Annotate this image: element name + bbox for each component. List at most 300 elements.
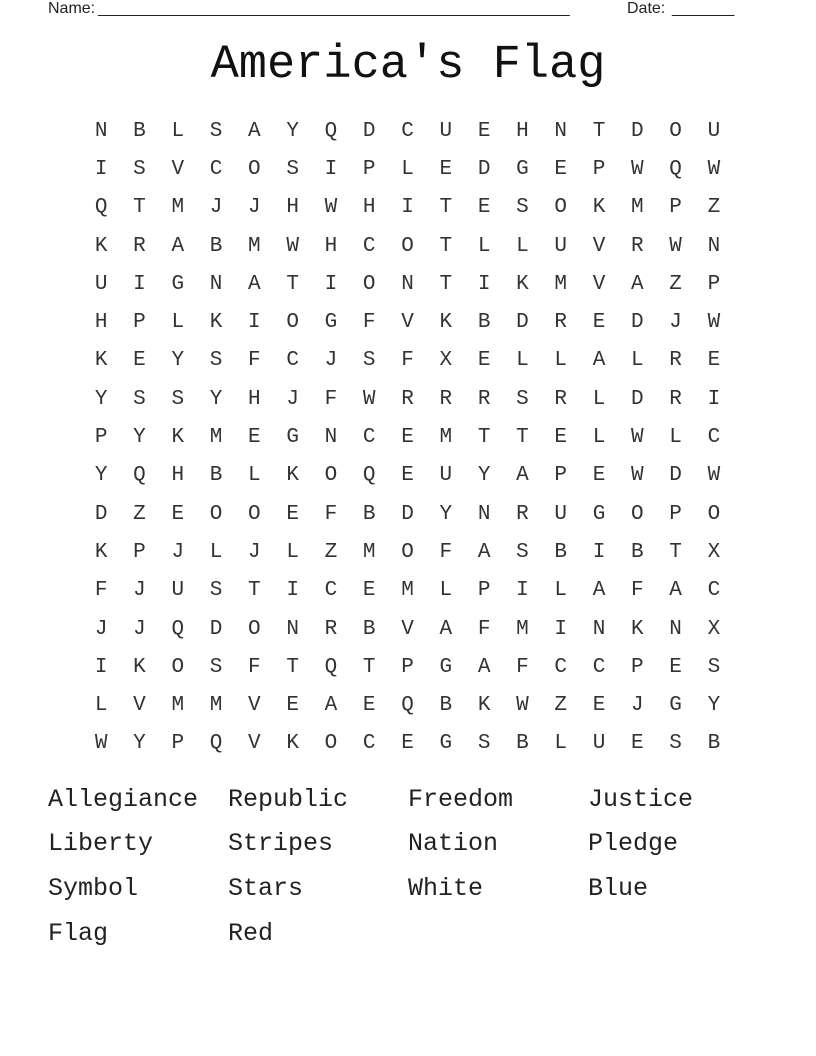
grid-letter: S	[516, 387, 529, 411]
grid-letter: N	[477, 502, 491, 526]
grid-letter: X	[707, 540, 721, 564]
grid-letter: S	[477, 732, 491, 756]
word-bank-item: Allegiance	[48, 784, 199, 814]
grid-letter: O	[171, 655, 185, 679]
grid-letter: L	[401, 157, 414, 181]
grid-letter: B	[133, 119, 146, 143]
grid-letter: T	[439, 272, 453, 296]
grid-letter: P	[592, 157, 606, 181]
grid-letter: P	[707, 272, 721, 296]
grid-letter: O	[707, 502, 721, 526]
grid-letter: S	[362, 349, 376, 373]
page-title: America's Flag	[210, 39, 606, 92]
grid-letter: W	[707, 311, 721, 335]
word-bank-item: Stars	[228, 873, 304, 903]
grid-letter: U	[554, 234, 568, 258]
grid-letter: J	[133, 617, 146, 641]
grid-letter: I	[554, 617, 568, 641]
grid-letter: R	[554, 387, 568, 411]
grid-letter: Z	[133, 502, 146, 526]
grid-letter: S	[171, 387, 185, 411]
grid-letter: U	[439, 119, 453, 143]
grid-letter: V	[248, 732, 261, 756]
grid-letter: A	[477, 655, 491, 679]
grid-letter: U	[439, 464, 453, 488]
grid-letter: A	[248, 272, 261, 296]
grid-letter: T	[133, 196, 146, 220]
grid-letter: I	[286, 579, 299, 603]
word-bank-item: Symbol	[48, 873, 139, 903]
grid-letter: N	[669, 617, 682, 641]
grid-letter: E	[133, 349, 146, 373]
grid-letter: L	[554, 349, 568, 373]
word-bank-item: Stripes	[228, 829, 334, 859]
grid-letter: K	[592, 196, 606, 220]
grid-letter: G	[669, 694, 682, 718]
grid-letter: C	[707, 579, 721, 603]
grid-letter: E	[362, 694, 376, 718]
grid-letter: F	[324, 387, 338, 411]
grid-letter: E	[707, 349, 721, 373]
grid-letter: O	[324, 732, 338, 756]
grid-letter: W	[707, 464, 721, 488]
grid-letter: A	[324, 694, 338, 718]
grid-letter: T	[477, 426, 491, 450]
grid-letter: L	[669, 426, 682, 450]
grid-letter: P	[669, 196, 682, 220]
grid-letter: X	[439, 349, 453, 373]
grid-letter: L	[286, 540, 299, 564]
grid-letter: B	[362, 617, 376, 641]
grid-letter: L	[439, 579, 453, 603]
word-bank-item: Blue	[588, 873, 649, 903]
grid-letter: M	[171, 196, 185, 220]
grid-letter: N	[209, 272, 223, 296]
grid-letter: U	[707, 119, 721, 143]
grid-letter: K	[516, 272, 529, 296]
grid-letter: J	[286, 387, 299, 411]
grid-letter: S	[209, 579, 223, 603]
grid-letter: M	[248, 234, 261, 258]
grid-letter: E	[171, 502, 185, 526]
grid-letter: V	[133, 694, 146, 718]
grid-letter: O	[248, 617, 261, 641]
grid-letter: E	[592, 464, 606, 488]
grid-letter: B	[707, 732, 721, 756]
grid-letter: R	[133, 234, 146, 258]
grid-letter: S	[209, 119, 223, 143]
grid-letter: T	[286, 272, 299, 296]
grid-letter: L	[248, 464, 261, 488]
grid-letter: Z	[669, 272, 682, 296]
grid-letter: F	[248, 349, 261, 373]
grid-letter: Y	[94, 387, 108, 411]
grid-letter: H	[516, 119, 529, 143]
grid-letter: C	[592, 655, 606, 679]
grid-letter: Y	[171, 349, 185, 373]
grid-letter: C	[209, 157, 223, 181]
grid-letter: E	[592, 311, 606, 335]
grid-letter: K	[477, 694, 491, 718]
word-bank-item: Flag	[48, 918, 109, 948]
grid-letter: D	[631, 311, 644, 335]
grid-letter: J	[209, 196, 223, 220]
grid-letter: R	[401, 387, 414, 411]
grid-letter: S	[133, 387, 146, 411]
grid-letter: C	[286, 349, 299, 373]
grid-letter: M	[209, 426, 223, 450]
grid-letter: P	[133, 540, 146, 564]
grid-letter: G	[324, 311, 338, 335]
grid-letter: B	[516, 732, 529, 756]
grid-letter: M	[171, 694, 185, 718]
grid-letter: G	[516, 157, 529, 181]
grid-letter: J	[171, 540, 185, 564]
grid-letter: T	[516, 426, 529, 450]
grid-letter: F	[362, 311, 376, 335]
grid-letter: C	[554, 655, 568, 679]
grid-letter: E	[477, 196, 491, 220]
grid-letter: F	[401, 349, 414, 373]
grid-letter: E	[592, 694, 606, 718]
grid-letter: K	[94, 234, 108, 258]
grid-letter: E	[669, 655, 682, 679]
grid-letter: V	[171, 157, 185, 181]
grid-letter: P	[171, 732, 185, 756]
grid-letter: F	[94, 579, 108, 603]
grid-letter: X	[707, 617, 721, 641]
grid-letter: I	[94, 157, 108, 181]
grid-letter: O	[209, 502, 223, 526]
grid-letter: L	[592, 426, 606, 450]
grid-letter: P	[477, 579, 491, 603]
grid-letter: V	[592, 234, 606, 258]
grid-letter: Z	[554, 694, 568, 718]
grid-letter: A	[516, 464, 529, 488]
grid-letter: G	[439, 732, 453, 756]
grid-letter: D	[209, 617, 223, 641]
grid-letter: D	[631, 387, 644, 411]
grid-letter: Y	[209, 387, 223, 411]
grid-letter: S	[516, 196, 529, 220]
grid-letter: A	[477, 540, 491, 564]
word-bank-item: Red	[228, 918, 274, 948]
grid-letter: R	[631, 234, 644, 258]
grid-letter: C	[707, 426, 721, 450]
grid-letter: D	[401, 502, 414, 526]
grid-letter: G	[171, 272, 185, 296]
grid-letter: E	[477, 349, 491, 373]
grid-letter: J	[669, 311, 682, 335]
grid-letter: R	[324, 617, 338, 641]
grid-letter: C	[324, 579, 338, 603]
grid-letter: A	[592, 579, 606, 603]
grid-letter: Q	[401, 694, 414, 718]
grid-letter: W	[94, 732, 108, 756]
grid-letter: N	[592, 617, 606, 641]
grid-letter: V	[401, 617, 414, 641]
grid-letter: P	[362, 157, 376, 181]
grid-letter: Q	[669, 157, 682, 181]
grid-letter: K	[209, 311, 223, 335]
grid-letter: P	[669, 502, 682, 526]
grid-letter: A	[592, 349, 606, 373]
grid-letter: R	[439, 387, 453, 411]
grid-letter: D	[362, 119, 376, 143]
grid-letter: Y	[94, 464, 108, 488]
date-line: _______	[672, 0, 735, 17]
grid-letter: W	[286, 234, 299, 258]
grid-letter: K	[171, 426, 185, 450]
grid-letter: W	[707, 157, 721, 181]
grid-letter: W	[362, 387, 376, 411]
grid-letter: L	[94, 694, 108, 718]
grid-letter: H	[362, 196, 376, 220]
grid-letter: E	[477, 119, 491, 143]
grid-letter: N	[94, 119, 108, 143]
grid-letter: E	[286, 502, 299, 526]
grid-letter: E	[362, 579, 376, 603]
grid-letter: M	[631, 196, 644, 220]
grid-letter: J	[324, 349, 338, 373]
grid-letter: I	[248, 311, 261, 335]
grid-letter: W	[631, 426, 644, 450]
grid-letter: R	[669, 349, 682, 373]
grid-letter: M	[401, 579, 414, 603]
grid-letter: U	[592, 732, 606, 756]
grid-letter: Q	[362, 464, 376, 488]
grid-letter: I	[477, 272, 491, 296]
grid-letter: Z	[707, 196, 721, 220]
word-bank-item: Freedom	[408, 784, 514, 814]
grid-letter: L	[209, 540, 223, 564]
grid-letter: B	[209, 234, 223, 258]
grid-letter: N	[324, 426, 338, 450]
grid-letter: M	[362, 540, 376, 564]
word-bank-item: Pledge	[588, 829, 679, 859]
grid-letter: N	[707, 234, 721, 258]
grid-letter: B	[554, 540, 568, 564]
grid-letter: A	[171, 234, 185, 258]
grid-letter: R	[554, 311, 568, 335]
grid-letter: Q	[324, 119, 338, 143]
grid-letter: F	[439, 540, 453, 564]
grid-letter: Q	[171, 617, 185, 641]
grid-letter: E	[631, 732, 644, 756]
grid-letter: B	[631, 540, 644, 564]
grid-letter: L	[592, 387, 606, 411]
grid-letter: T	[439, 234, 453, 258]
grid-letter: Y	[707, 694, 721, 718]
grid-letter: O	[362, 272, 376, 296]
grid-letter: M	[516, 617, 529, 641]
grid-letter: Y	[133, 426, 146, 450]
grid-letter: L	[516, 234, 529, 258]
grid-letter: Y	[286, 119, 299, 143]
grid-letter: I	[324, 272, 338, 296]
grid-letter: J	[94, 617, 108, 641]
grid-letter: L	[554, 579, 568, 603]
grid-letter: P	[94, 426, 108, 450]
grid-letter: L	[477, 234, 491, 258]
grid-letter: S	[707, 655, 721, 679]
grid-letter: D	[477, 157, 491, 181]
grid-letter: O	[248, 502, 261, 526]
grid-letter: H	[324, 234, 338, 258]
grid-letter: P	[401, 655, 414, 679]
grid-letter: K	[94, 540, 108, 564]
grid-letter: I	[707, 387, 721, 411]
letter-grid	[82, 112, 733, 763]
grid-letter: K	[286, 732, 299, 756]
grid-letter: O	[554, 196, 568, 220]
grid-letter: Y	[477, 464, 491, 488]
grid-letter: I	[324, 157, 338, 181]
grid-letter: U	[94, 272, 108, 296]
grid-letter: G	[439, 655, 453, 679]
grid-letter: H	[248, 387, 261, 411]
grid-letter: G	[592, 502, 606, 526]
grid-letter: S	[669, 732, 682, 756]
word-bank-item: Nation	[408, 829, 499, 859]
grid-letter: V	[592, 272, 606, 296]
grid-letter: N	[401, 272, 414, 296]
grid-letter: J	[631, 694, 644, 718]
word-bank	[48, 777, 768, 955]
grid-letter: O	[248, 157, 261, 181]
grid-letter: E	[554, 426, 568, 450]
word-bank-item: White	[408, 873, 484, 903]
grid-letter: K	[631, 617, 644, 641]
grid-letter: P	[133, 311, 146, 335]
grid-letter: Y	[439, 502, 453, 526]
grid-letter: W	[516, 694, 529, 718]
grid-letter: J	[248, 540, 261, 564]
grid-letter: I	[133, 272, 146, 296]
grid-letter: J	[248, 196, 261, 220]
grid-letter: F	[248, 655, 261, 679]
grid-letter: V	[401, 311, 414, 335]
grid-letter: H	[286, 196, 299, 220]
grid-letter: Q	[94, 196, 108, 220]
grid-letter: A	[669, 579, 682, 603]
grid-letter: K	[286, 464, 299, 488]
grid-letter: Z	[324, 540, 338, 564]
grid-letter: E	[401, 464, 414, 488]
grid-letter: H	[94, 311, 108, 335]
grid-letter: M	[209, 694, 223, 718]
grid-letter: J	[133, 579, 146, 603]
grid-letter: E	[401, 426, 414, 450]
grid-letter: U	[171, 579, 185, 603]
grid-letter: C	[362, 234, 376, 258]
grid-letter: L	[631, 349, 644, 373]
word-bank-item: Republic	[228, 784, 349, 814]
grid-letter: V	[248, 694, 261, 718]
grid-letter: T	[669, 540, 682, 564]
grid-letter: B	[439, 694, 453, 718]
grid-letter: M	[554, 272, 568, 296]
grid-letter: T	[362, 655, 376, 679]
grid-letter: F	[631, 579, 644, 603]
grid-letter: K	[94, 349, 108, 373]
grid-letter: K	[439, 311, 453, 335]
grid-letter: C	[362, 426, 376, 450]
grid-letter: W	[324, 196, 338, 220]
grid-letter: H	[171, 464, 185, 488]
grid-letter: O	[401, 540, 414, 564]
grid-letter: Q	[209, 732, 223, 756]
grid-letter: T	[592, 119, 606, 143]
grid-letter: W	[631, 157, 644, 181]
grid-letter: F	[477, 617, 491, 641]
grid-letter: O	[631, 502, 644, 526]
grid-letter: P	[631, 655, 644, 679]
grid-letter: F	[324, 502, 338, 526]
grid-letter: R	[669, 387, 682, 411]
grid-letter: P	[554, 464, 568, 488]
grid-letter: L	[171, 119, 185, 143]
grid-letter: I	[401, 196, 414, 220]
grid-letter: D	[516, 311, 529, 335]
grid-letter: F	[516, 655, 529, 679]
worksheet-header	[48, 0, 748, 18]
date-label: Date:	[627, 0, 666, 17]
grid-letter: W	[631, 464, 644, 488]
grid-letter: D	[669, 464, 682, 488]
grid-letter: O	[401, 234, 414, 258]
grid-letter: U	[554, 502, 568, 526]
grid-letter: O	[286, 311, 299, 335]
grid-letter: Y	[133, 732, 146, 756]
grid-letter: I	[94, 655, 108, 679]
grid-letter: L	[516, 349, 529, 373]
grid-letter: E	[286, 694, 299, 718]
word-bank-item: Justice	[588, 784, 694, 814]
grid-letter: N	[554, 119, 568, 143]
grid-letter: B	[209, 464, 223, 488]
grid-letter: T	[439, 196, 453, 220]
grid-letter: A	[248, 119, 261, 143]
grid-letter: A	[631, 272, 644, 296]
grid-letter: O	[669, 119, 682, 143]
grid-letter: Q	[133, 464, 146, 488]
grid-letter: C	[362, 732, 376, 756]
grid-letter: A	[439, 617, 453, 641]
grid-letter: E	[439, 157, 453, 181]
grid-letter: O	[324, 464, 338, 488]
grid-letter: L	[171, 311, 185, 335]
grid-letter: E	[401, 732, 414, 756]
grid-letter: S	[209, 655, 223, 679]
name-line: _____________________________________________________	[98, 0, 570, 17]
grid-letter: I	[592, 540, 606, 564]
grid-letter: Q	[324, 655, 338, 679]
grid-letter: L	[554, 732, 568, 756]
grid-letter: W	[669, 234, 682, 258]
grid-letter: M	[439, 426, 453, 450]
name-label: Name:	[48, 0, 96, 17]
grid-letter: I	[516, 579, 529, 603]
grid-letter: S	[209, 349, 223, 373]
grid-letter: T	[286, 655, 299, 679]
grid-letter: R	[516, 502, 529, 526]
grid-letter: S	[133, 157, 146, 181]
word-bank-item: Liberty	[48, 829, 154, 859]
grid-letter: S	[516, 540, 529, 564]
grid-letter: R	[477, 387, 491, 411]
grid-letter: N	[286, 617, 299, 641]
